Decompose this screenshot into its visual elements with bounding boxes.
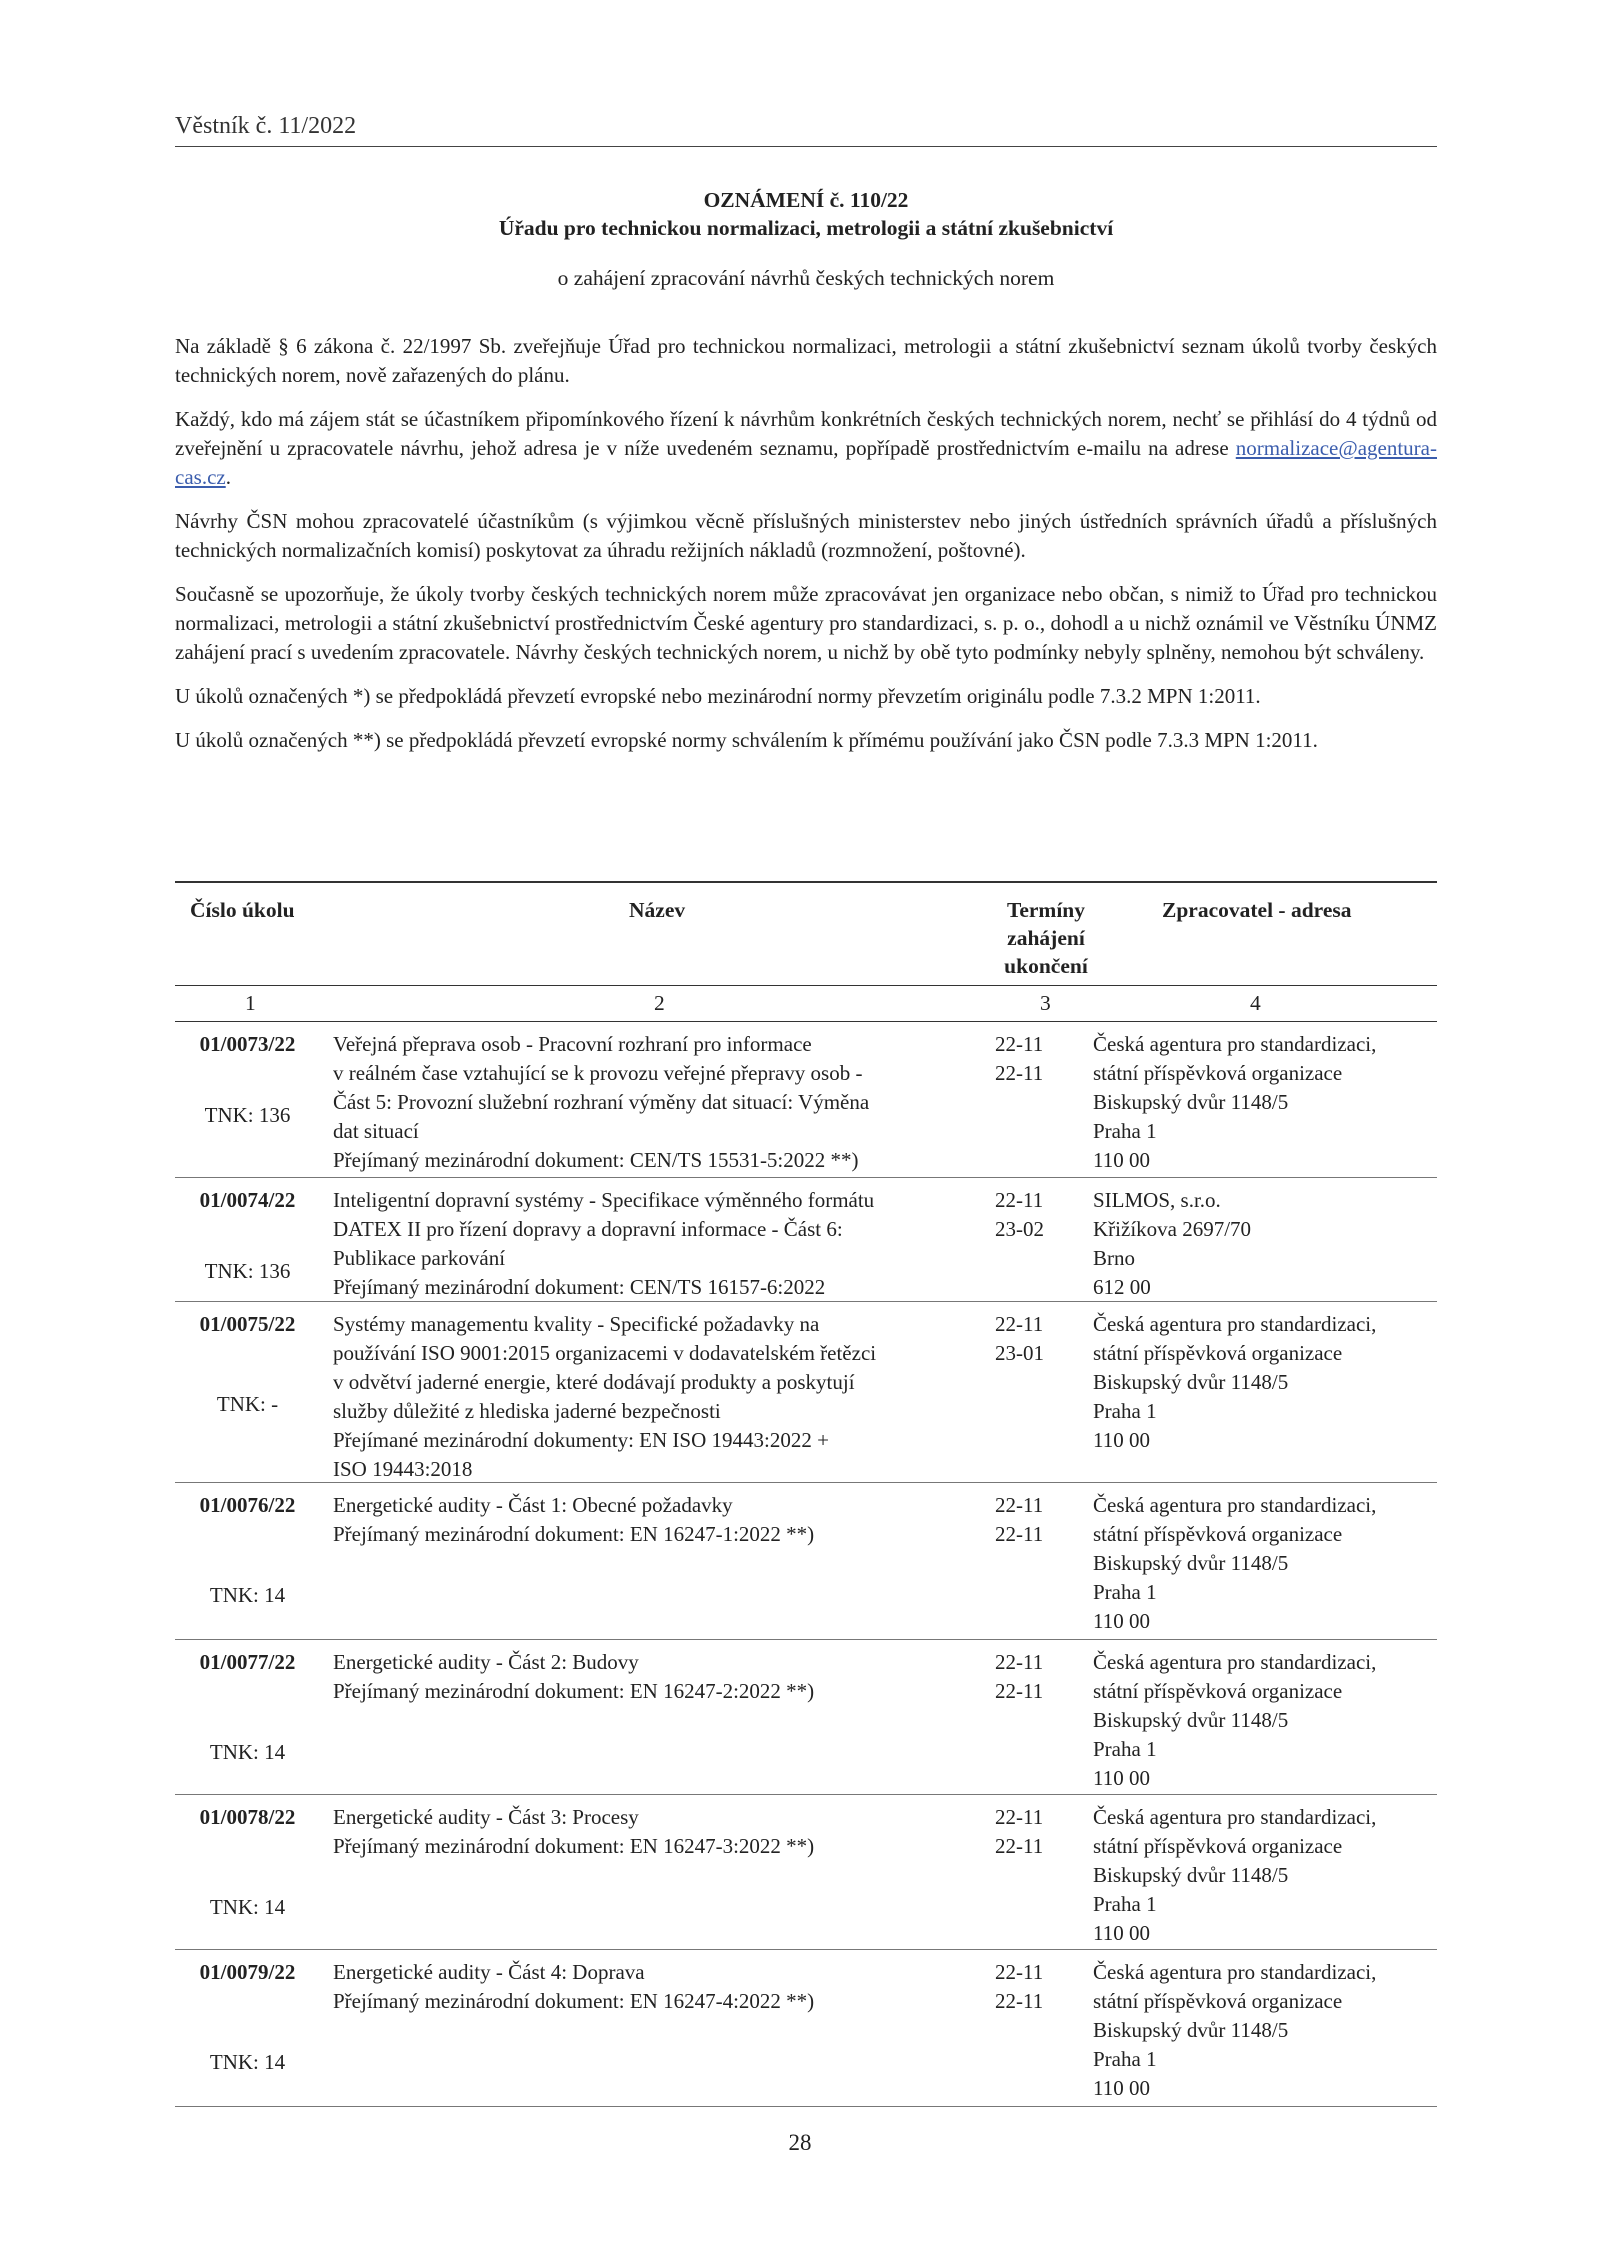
column-number: 1 [245, 991, 256, 1015]
processor-address-line: Křižíkova 2697/70 [1093, 1217, 1252, 1241]
processor-address-line: Biskupský dvůr 1148/5 [1093, 1090, 1289, 1114]
task-dates-line: 22-11 [995, 1032, 1044, 1056]
paragraph-legal-basis: Na základě § 6 zákona č. 22/1997 Sb. zveřejňuje Úřad pro technickou normalizaci, metrologii a státní zkušebnictví seznam úkolů tvorby českých technických norem, nově zařazených do plánu. [175, 334, 1437, 387]
task-name-line: služby důležité z hlediska jaderné bezpečnosti [333, 1399, 721, 1423]
header-dates-line: Termíny [1006, 898, 1086, 922]
table-row [175, 1178, 1437, 1302]
task-name-line: Veřejná přeprava osob - Pracovní rozhraní pro informace [333, 1032, 812, 1056]
task-dates-line: 22-11 [995, 1679, 1044, 1703]
processor-address-line: Praha 1 [1093, 1737, 1157, 1761]
notice-body [175, 332, 1437, 770]
processor-address-line: Biskupský dvůr 1148/5 [1093, 1370, 1289, 1394]
processor-address-line: 110 00 [1093, 2076, 1150, 2100]
column-number: 4 [1250, 991, 1261, 1015]
task-name-line: Přejímaný mezinárodní dokument: EN 16247-4:2022 **) [333, 1989, 815, 2013]
table-row [175, 1640, 1437, 1795]
task-name-line: Přejímaný mezinárodní dokument: EN 16247-3:2022 **) [333, 1834, 815, 1858]
processor-address-line: Biskupský dvůr 1148/5 [1093, 1863, 1289, 1887]
paragraph-participation-text: Každý, kdo má zájem stát se účastníkem připomínkového řízení k návrhům konkrétních českých technických norem, nechť se přihlásí do 4 týdnů od zveřejnění u zpracovatele návrhu, jehož adresa je v níže uvedeném seznamu, popřípadě prostřednictvím e-mailu na adrese [175, 407, 1437, 460]
processor-address [1093, 1310, 1437, 1455]
task-id: 01/0079/22 [199, 1960, 296, 1984]
task-dates [995, 1310, 1075, 1368]
paragraph-notice: Současně se upozorňuje, že úkoly tvorby českých technických norem může zpracovávat jen organizace nebo občan, s nimiž to Úřad pro technickou normalizaci, metrologii a státní zkušebnictví prostřednictvím České agentury pro standardizaci, s. p. o., dohodl a u nichž oznámil ve Věstníku ÚNMZ zahájení prací s uvedením zpracovatele. Návrhy českých technických norem, u nichž by obě tyto podmínky nebyly splněny, nemohou být schváleny. [175, 582, 1437, 664]
table-row [175, 1302, 1437, 1483]
email-link[interactable]: normalizace@agentura-cas.cz [175, 436, 1437, 489]
task-name-line: Přejímaný mezinárodní dokument: EN 16247-1:2022 **) [333, 1522, 815, 1546]
task-name-line: Energetické audity - Část 1: Obecné požadavky [333, 1493, 733, 1517]
task-dates-line: 22-11 [995, 1834, 1044, 1858]
processor-address-line: státní příspěvková organizace [1093, 1522, 1343, 1546]
processor-address-line: Praha 1 [1093, 2047, 1157, 2071]
task-name [333, 1958, 973, 2016]
task-name [333, 1186, 973, 1302]
header-name: Název [629, 898, 686, 922]
table-row [175, 1483, 1437, 1640]
task-name-line: Inteligentní dopravní systémy - Specifikace výměnného formátu [333, 1188, 875, 1212]
paragraph-drafts: Návrhy ČSN mohou zpracovatelé účastníkům (s výjimkou věcně příslušných ministerstev nebo jiných ústředních správních úřadů a příslušných technických normalizačních komisí) poskytovat za úhradu režijních nákladů (rozmnožení, poštovné). [175, 509, 1437, 562]
running-head: Věstník č. 11/2022 [175, 113, 1437, 147]
processor-address-line: Biskupský dvůr 1148/5 [1093, 2018, 1289, 2042]
task-name [333, 1310, 973, 1484]
tasks-table [175, 881, 1437, 2107]
task-name-line: v odvětví jaderné energie, které dodávají produkty a poskytují [333, 1370, 855, 1394]
processor-address [1093, 1186, 1437, 1302]
task-name [333, 1803, 973, 1861]
task-id: 01/0077/22 [199, 1650, 296, 1674]
task-dates-line: 22-11 [995, 1061, 1044, 1085]
processor-address-line: Praha 1 [1093, 1580, 1157, 1604]
task-name-line: ISO 19443:2018 [333, 1457, 473, 1481]
header-processor: Zpracovatel - adresa [1162, 898, 1352, 922]
processor-address [1093, 1958, 1437, 2103]
task-dates-line: 22-11 [995, 1960, 1044, 1984]
processor-address-line: Česká agentura pro standardizaci, [1093, 1032, 1377, 1056]
task-name-line: Přejímaný mezinárodní dokument: CEN/TS 16157-6:2022 [333, 1275, 826, 1299]
task-name-line: v reálném čase vztahující se k provozu veřejné přepravy osob - [333, 1061, 863, 1085]
processor-address-line: Biskupský dvůr 1148/5 [1093, 1551, 1289, 1575]
notice-heading [175, 186, 1437, 292]
task-dates-line: 23-02 [995, 1217, 1044, 1241]
tnk-label: TNK: 136 [204, 1259, 291, 1283]
task-id: 01/0075/22 [199, 1312, 296, 1336]
task-dates [995, 1803, 1075, 1861]
processor-address-line: 110 00 [1093, 1428, 1150, 1452]
page-number: 28 [788, 2130, 812, 2155]
processor-address-line: Praha 1 [1093, 1399, 1157, 1423]
tnk-label: TNK: 14 [209, 1740, 286, 1764]
task-id: 01/0078/22 [199, 1805, 296, 1829]
processor-address-line: Česká agentura pro standardizaci, [1093, 1312, 1377, 1336]
task-dates [995, 1491, 1075, 1549]
task-name-line: Část 5: Provozní služební rozhraní výměny dat situací: Výměna [333, 1090, 870, 1114]
task-name-line: Přejímaný mezinárodní dokument: CEN/TS 15531-5:2022 **) [333, 1148, 859, 1172]
processor-address-line: státní příspěvková organizace [1093, 1061, 1343, 1085]
table-row [175, 1950, 1437, 2107]
header-dates-line: ukončení [1004, 954, 1088, 978]
task-id: 01/0073/22 [199, 1032, 296, 1056]
task-dates [995, 1186, 1075, 1244]
header-dates-line: zahájení [1007, 926, 1085, 950]
processor-address-line: státní příspěvková organizace [1093, 1679, 1343, 1703]
task-name-line: Publikace parkování [333, 1246, 506, 1270]
processor-address-line: 612 00 [1093, 1275, 1151, 1299]
task-dates-line: 22-11 [995, 1312, 1044, 1336]
header-task-number: Číslo úkolu [190, 898, 295, 922]
processor-address-line: Česká agentura pro standardizaci, [1093, 1805, 1377, 1829]
processor-address-line: 110 00 [1093, 1148, 1150, 1172]
task-dates [995, 1958, 1075, 2016]
task-name-line: Energetické audity - Část 3: Procesy [333, 1805, 639, 1829]
task-name-line: Přejímaný mezinárodní dokument: EN 16247-2:2022 **) [333, 1679, 815, 1703]
processor-address-line: státní příspěvková organizace [1093, 1341, 1343, 1365]
task-dates-line: 23-01 [995, 1341, 1044, 1365]
task-name-line: Přejímané mezinárodní dokumenty: EN ISO 19443:2022 + [333, 1428, 829, 1452]
task-dates-line: 22-11 [995, 1805, 1044, 1829]
task-dates [995, 1648, 1075, 1706]
task-dates-line: 22-11 [995, 1989, 1044, 2013]
column-number: 3 [1040, 991, 1051, 1015]
processor-address-line: Praha 1 [1093, 1892, 1157, 1916]
task-dates-line: 22-11 [995, 1188, 1044, 1212]
table-row [175, 1022, 1437, 1178]
processor-address-line: Česká agentura pro standardizaci, [1093, 1960, 1377, 1984]
task-id: 01/0074/22 [199, 1188, 296, 1212]
processor-address-line: Brno [1093, 1246, 1135, 1270]
paragraph-participation-end: . [225, 465, 231, 489]
table-header [175, 881, 1437, 985]
task-dates-line: 22-11 [995, 1522, 1044, 1546]
processor-address-line: Praha 1 [1093, 1119, 1157, 1143]
processor-address [1093, 1648, 1437, 1793]
tnk-label: TNK: 14 [209, 2050, 286, 2074]
processor-address-line: SILMOS, s.r.o. [1093, 1188, 1221, 1212]
task-dates [995, 1030, 1075, 1088]
task-name-line: dat situací [333, 1119, 419, 1143]
processor-address-line: státní příspěvková organizace [1093, 1989, 1343, 2013]
task-name [333, 1648, 973, 1706]
paragraph-double-asterisk: U úkolů označených **) se předpokládá převzetí evropské normy schválením k přímému používání jako ČSN podle 7.3.3 MPN 1:2011. [175, 728, 1318, 752]
task-name-line: Systémy managementu kvality - Specifické požadavky na [333, 1312, 820, 1336]
task-id: 01/0076/22 [199, 1493, 296, 1517]
table-row [175, 1795, 1437, 1950]
task-dates-line: 22-11 [995, 1650, 1044, 1674]
tnk-label: TNK: 14 [209, 1895, 286, 1919]
task-dates-line: 22-11 [995, 1493, 1044, 1517]
task-name-line: Energetické audity - Část 2: Budovy [333, 1650, 639, 1674]
task-name-line: DATEX II pro řízení dopravy a dopravní informace - Část 6: [333, 1217, 843, 1241]
processor-address-line: Biskupský dvůr 1148/5 [1093, 1708, 1289, 1732]
processor-address-line: 110 00 [1093, 1609, 1150, 1633]
task-name-line: používání ISO 9001:2015 organizacemi v dodavatelském řetězci [333, 1341, 877, 1365]
notice-issuer: Úřadu pro technickou normalizaci, metrologii a státní zkušebnictví [498, 216, 1114, 240]
task-name [333, 1030, 973, 1175]
task-name-line: Energetické audity - Část 4: Doprava [333, 1960, 645, 1984]
tnk-label: TNK: - [216, 1392, 279, 1416]
processor-address-line: 110 00 [1093, 1766, 1150, 1790]
column-number: 2 [654, 991, 665, 1015]
paragraph-single-asterisk: U úkolů označených *) se předpokládá převzetí evropské nebo mezinárodní normy převzetím originálu podle 7.3.2 MPN 1:2011. [175, 684, 1261, 708]
paragraph-participation [175, 405, 1437, 492]
tnk-label: TNK: 14 [209, 1583, 286, 1607]
table-body [175, 1022, 1437, 2107]
processor-address-line: 110 00 [1093, 1921, 1150, 1945]
task-name [333, 1491, 973, 1549]
column-number-row [175, 985, 1437, 1022]
processor-address-line: Česká agentura pro standardizaci, [1093, 1650, 1377, 1674]
processor-address [1093, 1803, 1437, 1948]
notice-title: OZNÁMENÍ č. 110/22 [703, 188, 909, 212]
processor-address [1093, 1030, 1437, 1175]
notice-subject: o zahájení zpracování návrhů českých technických norem [557, 266, 1055, 290]
processor-address [1093, 1491, 1437, 1636]
processor-address-line: státní příspěvková organizace [1093, 1834, 1343, 1858]
tnk-label: TNK: 136 [204, 1103, 291, 1127]
processor-address-line: Česká agentura pro standardizaci, [1093, 1493, 1377, 1517]
header-dates [998, 896, 1094, 980]
